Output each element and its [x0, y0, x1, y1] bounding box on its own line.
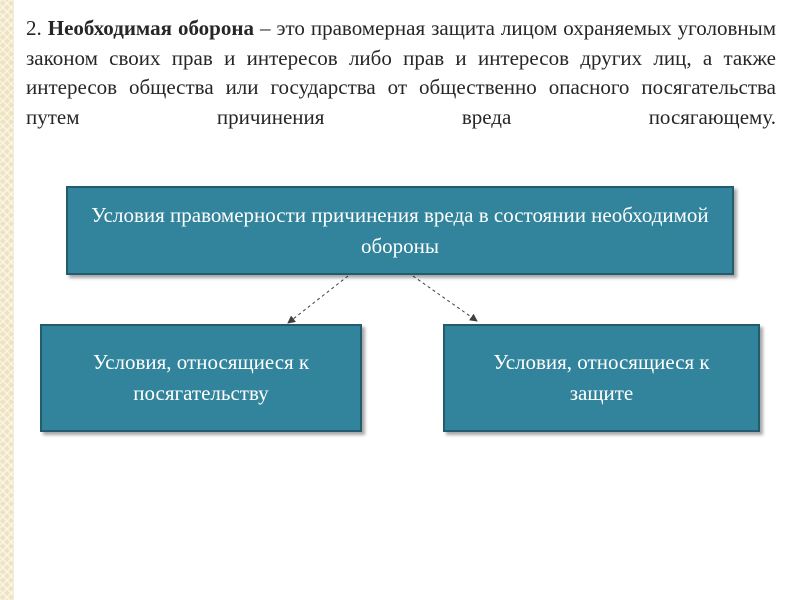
defined-term: Необходимая оборона [47, 16, 254, 40]
definition-text: – это правомерная защита лицом охраняемых уголовным законом своих прав и интересов либо прав и интересов других лиц, а также интересов общества или государства от общественно опасного посягательства путем причинения вреда посягающему. [26, 16, 776, 129]
diagram-child-box-defense [443, 324, 760, 432]
diagram-root-box [66, 186, 734, 275]
connector-arrow-right [413, 276, 477, 321]
diagram-child-label-attack: Условия, относящиеся к посягательству [92, 350, 310, 405]
item-number: 2. [26, 16, 48, 40]
diagram-root-label: Условия правомерности причинения вреда в состоянии необходимой обороны [91, 202, 709, 258]
connector-arrow-left [288, 276, 348, 323]
diagram-child-label-defense: Условия, относящиеся к защите [493, 350, 710, 405]
diagram-child-box-attack [40, 324, 362, 432]
